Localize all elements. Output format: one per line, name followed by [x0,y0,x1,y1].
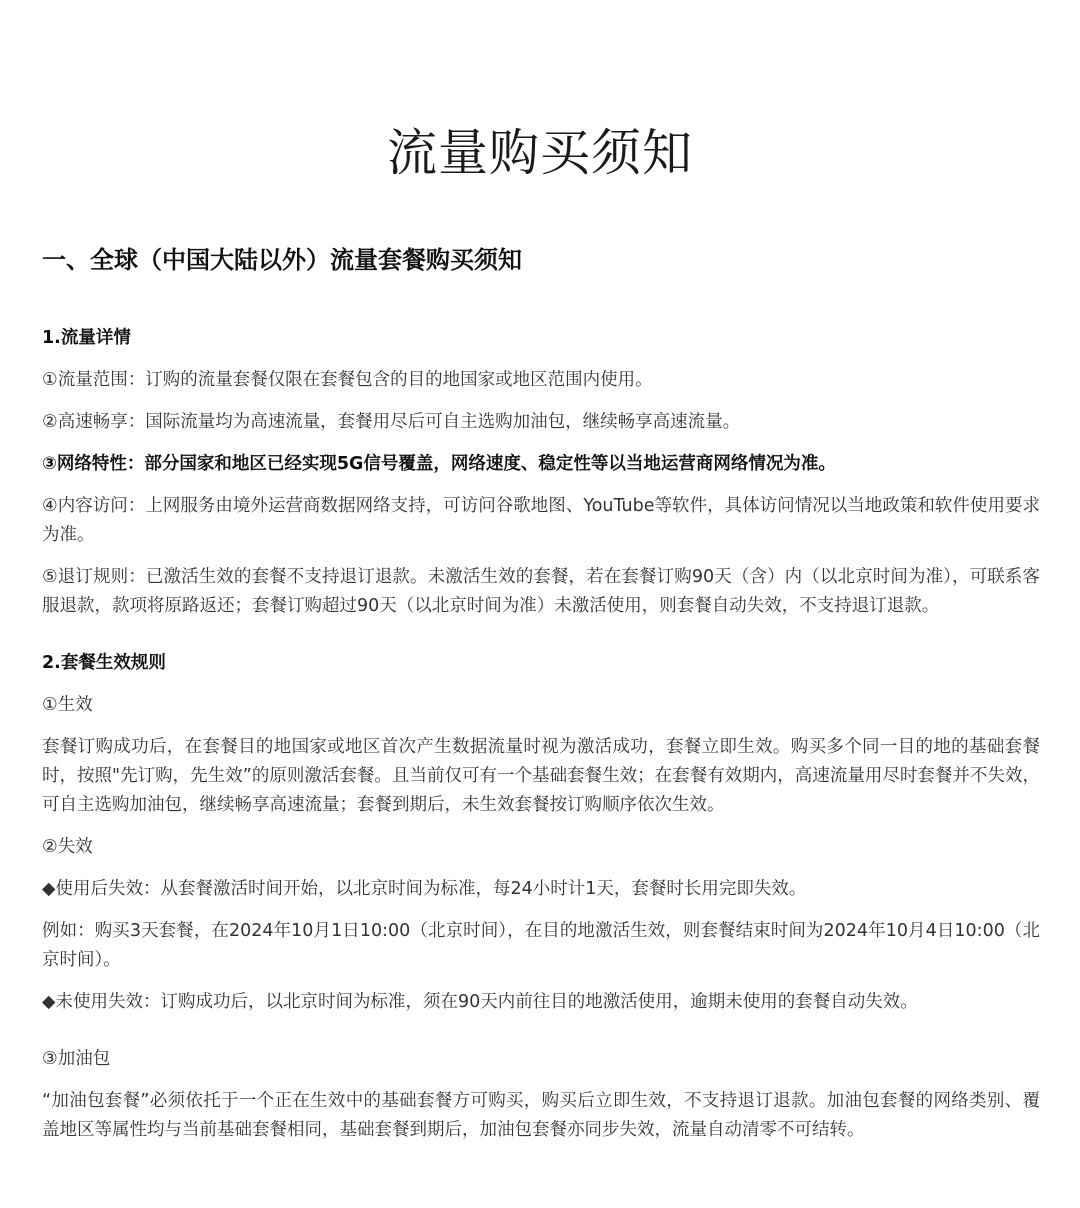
expiry-label: ②失效 [42,837,93,857]
expiry-unused: ◆未使用失效：订购成功后，以北京时间为标准，须在90天内前往目的地激活使用，逾期未使用的套餐自动失效。 [42,992,918,1012]
traffic-scope-item: ①流量范围：订购的流量套餐仅限在套餐包含的目的地国家或地区范围内使用。 [42,370,653,390]
addon-label: ③加油包 [42,1049,111,1069]
high-speed-item: ②高速畅享：国际流量均为高速流量，套餐用尽后可自主选购加油包，继续畅享高速流量。 [42,412,741,432]
section-traffic-details [42,324,1040,621]
content-access-item: ④内容访问：上网服务由境外运营商数据网络支持，可访问谷歌地图、YouTube等软件，具体访问情况以当地政策和软件使用要求为准。 [42,496,1040,545]
expiry-after-use: ◆使用后失效：从套餐激活时间开始，以北京时间为标准，每24小时计1天，套餐时长用完即失效。 [42,879,807,899]
expiry-example: 例如：购买3天套餐，在2024年10月1日10:00（北京时间），在目的地激活生效，则套餐结束时间为2024年10月4日10:00（北京时间）。 [42,921,1040,970]
sub-heading-activation-rules: 2.套餐生效规则 [42,653,166,673]
sub-heading-traffic-details: 1.流量详情 [42,328,131,348]
section-activation-rules [42,649,1040,1017]
effective-label: ①生效 [42,695,93,715]
notice-content [42,324,1040,1173]
section-addon [42,1045,1040,1145]
network-feature-item: ③网络特性：部分国家和地区已经实现5G信号覆盖，网络速度、稳定性等以当地运营商网络情况为准。 [42,454,836,474]
page-title: 流量购买须知 [387,124,693,182]
refund-rule-item: ⑤退订规则：已激活生效的套餐不支持退订退款。未激活生效的套餐，若在套餐订购90天（含）内（以北京时间为准），可联系客服退款，款项将原路返还；套餐订购超过90天（以北京时间为准）未激活使用，则套餐自动失效，不支持退订退款。 [42,567,1040,616]
effective-text: 套餐订购成功后，在套餐目的地国家或地区首次产生数据流量时视为激活成功，套餐立即生效。购买多个同一目的地的基础套餐时，按照"先订购，先生效”的原则激活套餐。且当前仅可有一个基础套餐生效；在套餐有效期内，高速流量用尽时套餐并不失效，可自主选购加油包，继续畅享高速流量；套餐到期后，未生效套餐按订购顺序依次生效。 [42,737,1040,815]
addon-text: “加油包套餐”必须依托于一个正在生效中的基础套餐方可购买，购买后立即生效，不支持退订退款。加油包套餐的网络类别、覆盖地区等属性均与当前基础套餐相同，基础套餐到期后，加油包套餐亦同步失效，流量自动清零不可结转。 [42,1091,1040,1140]
section-heading-global: 一、全球（中国大陆以外）流量套餐购买须知 [42,246,522,274]
